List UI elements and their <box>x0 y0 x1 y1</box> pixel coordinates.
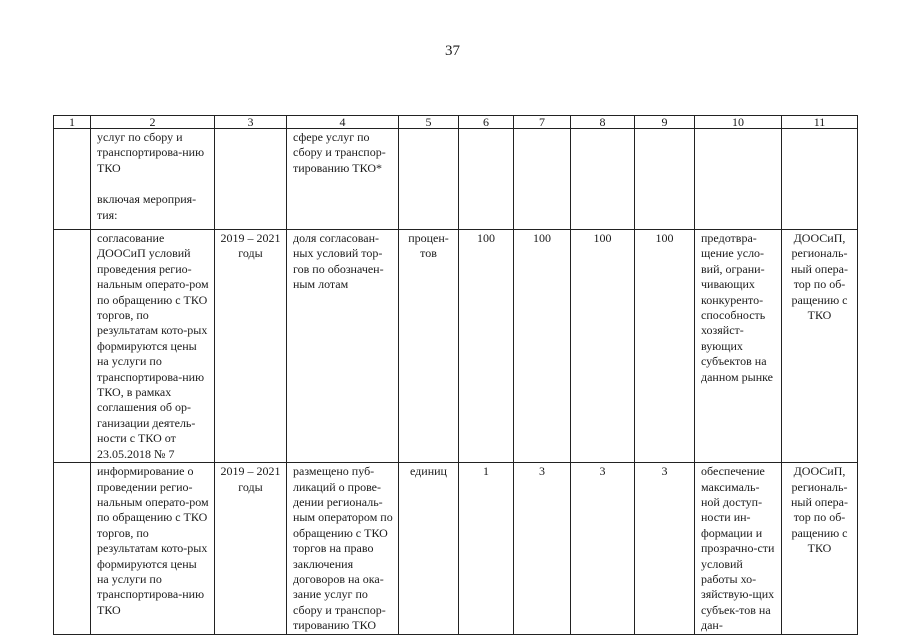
table-cell <box>54 129 91 230</box>
cell-text: 100 <box>533 231 551 245</box>
cell-text <box>459 129 513 130</box>
cell-text: 100 <box>477 231 495 245</box>
col-header-11: 11 <box>782 116 858 129</box>
table-cell <box>459 129 514 230</box>
table-cell <box>215 463 287 634</box>
table-cell <box>287 463 399 634</box>
cell-text <box>782 129 857 130</box>
cell-text: сфере услуг по сбору и транспор-тированию ТКО* <box>293 130 386 175</box>
table-cell <box>287 129 399 230</box>
cell-text: 2019 – 2021 годы <box>220 231 281 261</box>
table-cell <box>514 129 571 230</box>
cell-text: доля согласован-ных условий тор-гов по обозначен-ным лотам <box>293 231 384 292</box>
table-cell <box>91 230 215 463</box>
cell-text: размещено пуб-ликаций о прове-дении региональ-ным оператором по обращению с ТКО торгов на право заключения договоров на ока-зание услуг по сбору и транспор-тированию ТКО <box>293 464 393 633</box>
col-header-4: 4 <box>287 116 399 129</box>
cell-text <box>54 129 90 130</box>
col-header-3: 3 <box>215 116 287 129</box>
cell-text <box>695 129 781 130</box>
table-cell <box>782 230 858 463</box>
cell-text: 2019 – 2021 годы <box>220 464 281 494</box>
cell-text: 3 <box>661 464 668 479</box>
table-cell <box>635 129 695 230</box>
table-cell <box>695 463 782 634</box>
cell-text: информирование о проведении регио-нальным операто-ром по обращению с ТКО торгов, по результатам кото-рых формируются цены на услуги по транспортирова-нию ТКО <box>97 464 209 617</box>
cell-text <box>514 129 570 130</box>
cell-text: согласование ДООСиП условий проведения регио-нальным операто-ром по обращению с ТКО торгов, по результатам кото-рых формируются цены на услуги по транспортирова-нию ТКО, в рамках соглашения об ор-ганизации деятель-ности с ТКО от 23.05.2018 № 7 <box>97 231 209 461</box>
table-cell <box>459 463 514 634</box>
cell-text: обеспечение максималь-ной доступ-ности ин-формации и прозрачно-сти условий работы хо-зяйствую-щих субъек-тов на дан- <box>701 464 775 633</box>
table-cell <box>571 463 635 634</box>
col-header-10: 10 <box>695 116 782 129</box>
table-cell <box>54 463 91 634</box>
cell-text: 100 <box>655 231 674 245</box>
col-header-6: 6 <box>459 116 514 129</box>
cell-text: единиц <box>410 464 447 479</box>
table-cell <box>695 230 782 463</box>
table-cell <box>514 230 571 463</box>
table-cell <box>635 230 695 463</box>
table-cell <box>215 230 287 463</box>
table-row <box>54 463 858 634</box>
table-row <box>54 230 858 463</box>
table-cell <box>287 230 399 463</box>
cell-text: предотвра-щение усло-вий, ограни-чивающих конкуренто-способность хозяйст-вующих субъектов на данном рынке <box>701 231 773 384</box>
table-cell <box>571 129 635 230</box>
table-cell <box>399 230 459 463</box>
col-header-2: 2 <box>91 116 215 129</box>
cell-text <box>215 129 286 130</box>
table-cell <box>571 230 635 463</box>
table-cell <box>514 463 571 634</box>
cell-text: 3 <box>539 464 545 479</box>
cell-text <box>399 129 458 130</box>
table-cell <box>782 129 858 230</box>
cell-text <box>571 129 634 130</box>
page-number: 37 <box>445 43 460 59</box>
cell-text: ДООСиП, региональ-ный опера-тор по об-ращению с ТКО <box>791 231 848 323</box>
col-header-5: 5 <box>399 116 459 129</box>
table-cell <box>459 230 514 463</box>
table-row <box>54 129 858 230</box>
col-header-8: 8 <box>571 116 635 129</box>
table-cell <box>399 463 459 634</box>
cell-text <box>635 129 694 130</box>
cell-text: ДООСиП, региональ-ный опера-тор по об-ращению с ТКО <box>791 464 848 556</box>
cell-text: 1 <box>483 464 489 479</box>
cell-text: 100 <box>593 231 612 245</box>
cell-text: 3 <box>599 464 606 479</box>
cell-text <box>54 230 90 231</box>
table-cell <box>215 129 287 230</box>
table-cell <box>782 463 858 634</box>
cell-text <box>54 463 90 464</box>
col-header-1: 1 <box>54 116 91 129</box>
header-row <box>54 116 858 129</box>
measures-table <box>53 115 858 635</box>
cell-text: процен-тов <box>408 231 449 261</box>
table-cell <box>399 129 459 230</box>
table-cell <box>91 463 215 634</box>
col-header-9: 9 <box>635 116 695 129</box>
cell-text: услуг по сбору и транспортирова-нию ТКО <box>97 130 205 175</box>
table-cell <box>54 230 91 463</box>
cell-text: включая мероприя-тия: <box>97 192 197 222</box>
table-cell <box>695 129 782 230</box>
col-header-7: 7 <box>514 116 571 129</box>
table-cell <box>635 463 695 634</box>
table-cell <box>91 129 215 230</box>
